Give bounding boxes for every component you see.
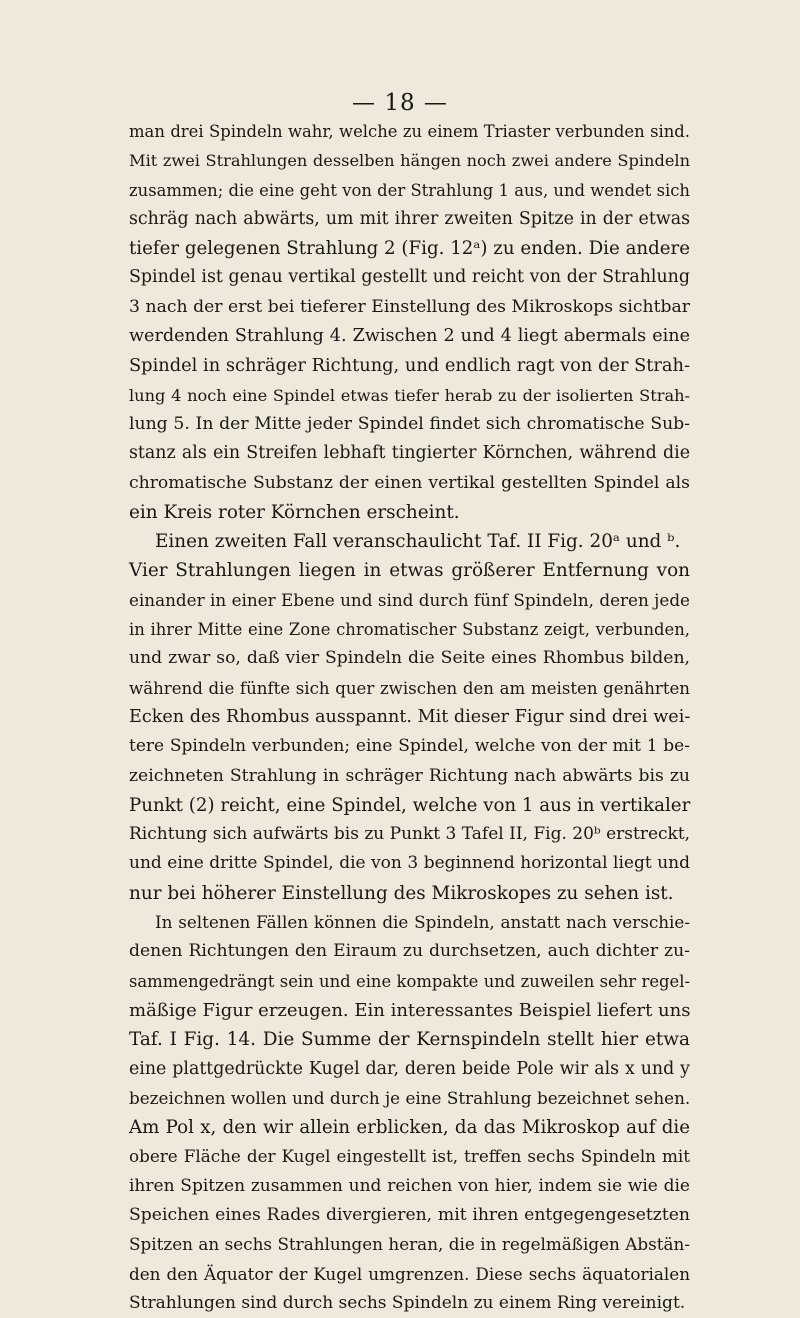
text-line: Einen zweiten Fall veranschaulicht Taf. II Fig. 20ᵃ und ᵇ.	[155, 531, 681, 553]
text-line: Spindel in schräger Richtung, und endlich ragt von der Strah-	[129, 355, 690, 377]
text-line: zusammen; die eine geht von der Strahlung 1 aus, und wendet sich	[129, 180, 690, 200]
text-line: lung 4 noch eine Spindel etwas tiefer herab zu der isolierten Strah-	[129, 385, 690, 405]
text-line: stanz als ein Streifen lebhaft tingierter Körnchen, während die	[129, 443, 690, 464]
text-line: den den Äquator der Kugel umgrenzen. Diese sechs äquatorialen	[129, 1263, 690, 1284]
text-line: und eine dritte Spindel, die von 3 beginnend horizontal liegt und	[129, 853, 690, 874]
text-line: man drei Spindeln wahr, welche zu einem Triaster verbunden sind.	[129, 122, 690, 141]
text-line: lung 5. In der Mitte jeder Spindel findet sich chromatische Sub-	[129, 413, 690, 434]
text-line: nur bei höherer Einstellung des Mikroskopes zu sehen ist.	[129, 882, 674, 904]
text-line: Richtung sich aufwärts bis zu Punkt 3 Tafel II, Fig. 20ᵇ erstreckt,	[129, 824, 691, 845]
text-line: ein Kreis roter Körnchen erscheint.	[129, 501, 460, 523]
text-line: werdenden Strahlung 4. Zwischen 2 und 4 liegt abermals eine	[129, 326, 690, 347]
text-line: während die fünfte sich quer zwischen den am meisten genährten	[129, 678, 690, 698]
text-line: Spitzen an sechs Strahlungen heran, die in regelmäßigen Abstän-	[129, 1234, 690, 1255]
text-line: 3 nach der erst bei tieferer Einstellung des Mikroskops sichtbar	[129, 296, 690, 317]
text-line: Strahlungen sind durch sechs Spindeln zu einem Ring vereinigt.	[129, 1292, 686, 1313]
text-line: tiefer gelegenen Strahlung 2 (Fig. 12ᵃ) zu enden. Die andere	[129, 238, 690, 260]
text-line: sammengedrängt sein und eine kompakte und zuweilen sehr regel-	[129, 971, 690, 991]
text-line: ihren Spitzen zusammen und reichen von hier, indem sie wie die	[129, 1175, 690, 1196]
text-line: Taf. I Fig. 14. Die Summe der Kernspindeln stellt hier etwa	[129, 1029, 690, 1051]
text-line: und zwar so, daß vier Spindeln die Seite eines Rhombus bilden,	[129, 648, 690, 669]
text-line: Am Pol x, den wir allein erblicken, da das Mikroskop auf die	[129, 1117, 690, 1139]
text-line: eine plattgedrückte Kugel dar, deren beide Pole wir als x und y	[129, 1058, 690, 1079]
text-line: einander in einer Ebene und sind durch fünf Spindeln, deren jede	[129, 589, 690, 610]
text-line: zeichneten Strahlung in schräger Richtung nach abwärts bis zu	[129, 765, 690, 786]
page-number: — 18 —	[352, 90, 448, 116]
text-line: bezeichnen wollen und durch je eine Strahlung bezeichnet sehen.	[129, 1087, 691, 1108]
text-line: Spindel ist genau vertikal gestellt und reicht von der Strahlung	[129, 267, 690, 288]
text-line: denen Richtungen den Eiraum zu durchsetzen, auch dichter zu-	[129, 941, 690, 962]
text-line: tere Spindeln verbunden; eine Spindel, welche von der mit 1 be-	[129, 736, 690, 757]
text-line: mäßige Figur erzeugen. Ein interessantes Beispiel liefert uns	[129, 999, 691, 1021]
text-line: In seltenen Fällen können die Spindeln, anstatt nach verschie-	[155, 912, 690, 933]
text-line: Vier Strahlungen liegen in etwas größerer Entfernung von	[129, 560, 690, 582]
text-line: Punkt (2) reicht, eine Spindel, welche von 1 aus in vertikaler	[129, 794, 691, 816]
text-line: schräg nach abwärts, um mit ihrer zweiten Spitze in der etwas	[129, 208, 690, 229]
text-line: Mit zwei Strahlungen desselben hängen noch zwei andere Spindeln	[129, 151, 690, 171]
body-text	[129, 117, 690, 1318]
text-line: in ihrer Mitte eine Zone chromatischer Substanz zeigt, verbunden,	[129, 620, 690, 640]
text-line: chromatische Substanz der einen vertikal gestellten Spindel als	[129, 472, 690, 493]
text-line: Ecken des Rhombus ausspannt. Mit dieser Figur sind drei wei-	[129, 706, 691, 727]
text-line: obere Fläche der Kugel eingestellt ist, treffen sechs Spindeln mit	[129, 1146, 690, 1167]
text-line: Speichen eines Rades divergieren, mit ihren entgegengesetzten	[129, 1204, 690, 1225]
